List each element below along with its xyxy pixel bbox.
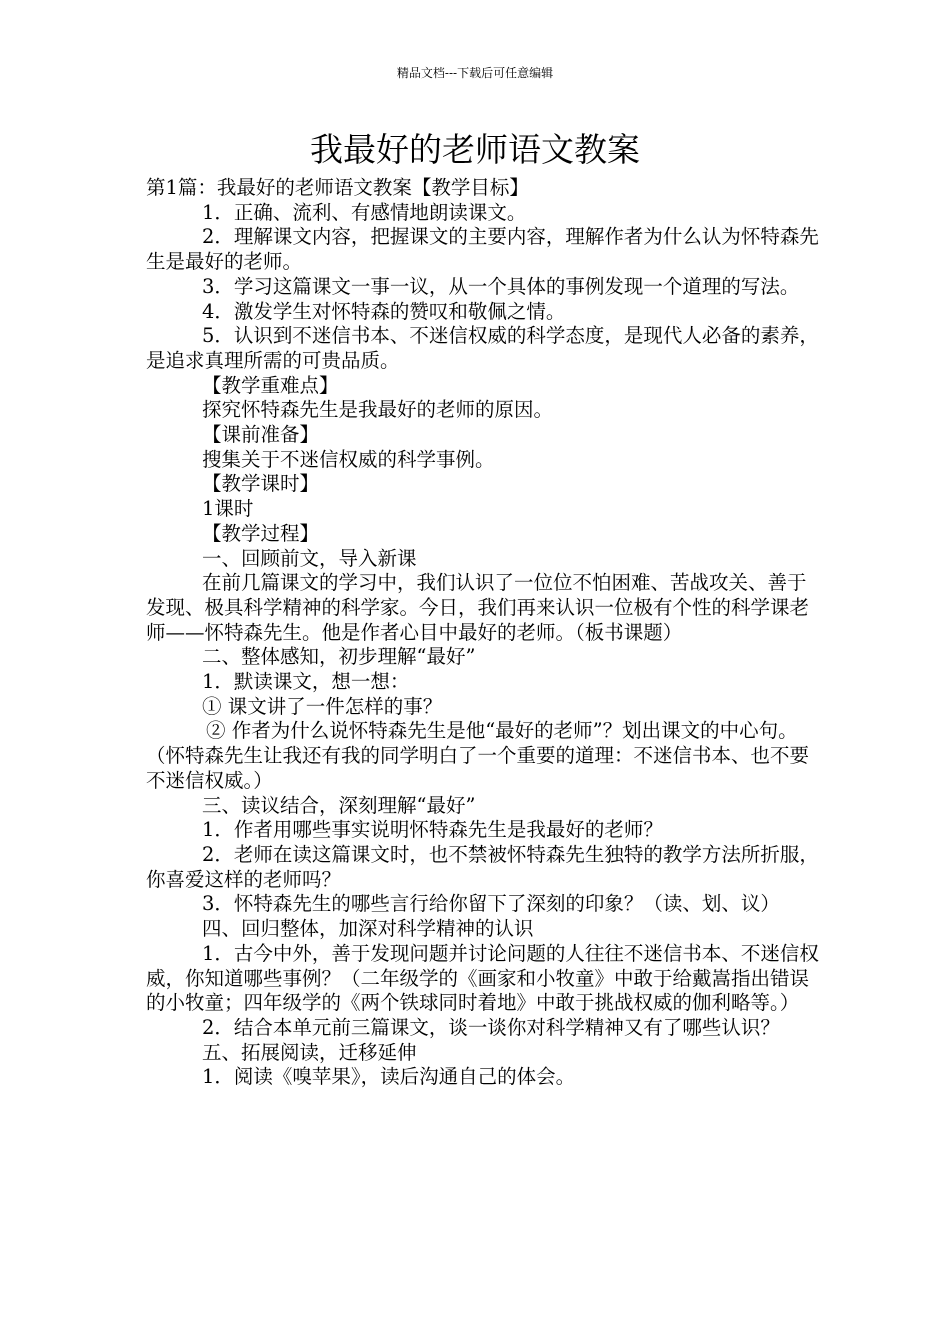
step-heading: 三、读议结合，深刻理解“最好” xyxy=(202,793,476,817)
section-heading: 【教学课时】 xyxy=(202,472,320,496)
paragraph: 5．认识到不迷信书本、不迷信权威的科学态度，是现代人必备的素养，是追求真理所需的可贵品质。 xyxy=(146,324,819,372)
paragraph: 在前几篇课文的学习中，我们认识了一位位不怕困难、苦战攻关、善于发现、极具科学精神的科学家。今日，我们再来认识一位极有个性的科学课老师——怀特森先生。他是作者心目中最好的老师。（板书课题） xyxy=(146,571,810,644)
document-body xyxy=(146,176,822,1090)
section-heading: 【教学过程】 xyxy=(202,521,320,545)
paragraph: 2．老师在读这篇课文时，也不禁被怀特森先生独特的教学方法所折服，你喜爱这样的老师吗？ xyxy=(146,842,819,891)
paragraph: 2．理解课文内容，把握课文的主要内容，理解作者为什么认为怀特森先生是最好的老师。 xyxy=(146,225,819,274)
step-heading: 一、回顾前文，导入新课 xyxy=(202,546,417,570)
step-heading: 四、回归整体，加深对科学精神的认识 xyxy=(202,917,534,941)
paragraph: 1．默读课文，想一想： xyxy=(202,670,410,694)
paragraph: 1．正确、流利、有感情地朗读课文。 xyxy=(202,200,527,224)
section-heading: 【课前准备】 xyxy=(202,423,320,447)
step-heading: 五、拓展阅读，迁移延伸 xyxy=(202,1040,417,1064)
paragraph: 1．阅读《嗅苹果》，读后沟通自己的体会。 xyxy=(202,1065,576,1089)
page-header: 精品文档---下载后可任意编辑 xyxy=(396,66,554,80)
paragraph: ① 课文讲了一件怎样的事？ xyxy=(202,694,443,718)
paragraph: 1课时 xyxy=(202,497,254,521)
paragraph: 探究怀特森先生是我最好的老师的原因。 xyxy=(202,398,554,422)
paragraph: 1．作者用哪些事实说明怀特森先生是我最好的老师？ xyxy=(202,818,663,842)
paragraph: 1．古今中外，善于发现问题并讨论问题的人往往不迷信书本、不迷信权威，你知道哪些事例？（二年级学的《画家和小牧童》中敢于给戴嵩指出错误的小牧童；四年级学的《两个铁球同时着地》中敢于挑战权威的伽利略等。） xyxy=(146,941,819,1015)
document-title: 我最好的老师语文教案 xyxy=(310,130,640,169)
paragraph: 搜集关于不迷信权威的科学事例。 xyxy=(202,447,495,471)
paragraph: 4．激发学生对怀特森的赞叹和敬佩之情。 xyxy=(202,299,566,323)
paragraph: ② 作者为什么说怀特森先生是他“最好的老师”？划出课文的中心句。（怀特森先生让我还有我的同学明白了一个重要的道理：不迷信书本、也不要不迷信权威。） xyxy=(146,719,810,792)
paragraph: 3．学习这篇课文一事一议，从一个具体的事例发现一个道理的写法。 xyxy=(202,274,800,298)
section-heading: 【教学重难点】 xyxy=(202,373,339,397)
step-heading: 二、整体感知，初步理解“最好” xyxy=(202,645,476,669)
paragraph: 2．结合本单元前三篇课文，谈一谈你对科学精神又有了哪些认识？ xyxy=(202,1015,780,1039)
paragraph: 3．怀特森先生的哪些言行给你留下了深刻的印象？（读、划、议） xyxy=(202,892,780,916)
paragraph: 第1篇：我最好的老师语文教案【教学目标】 xyxy=(146,176,529,199)
